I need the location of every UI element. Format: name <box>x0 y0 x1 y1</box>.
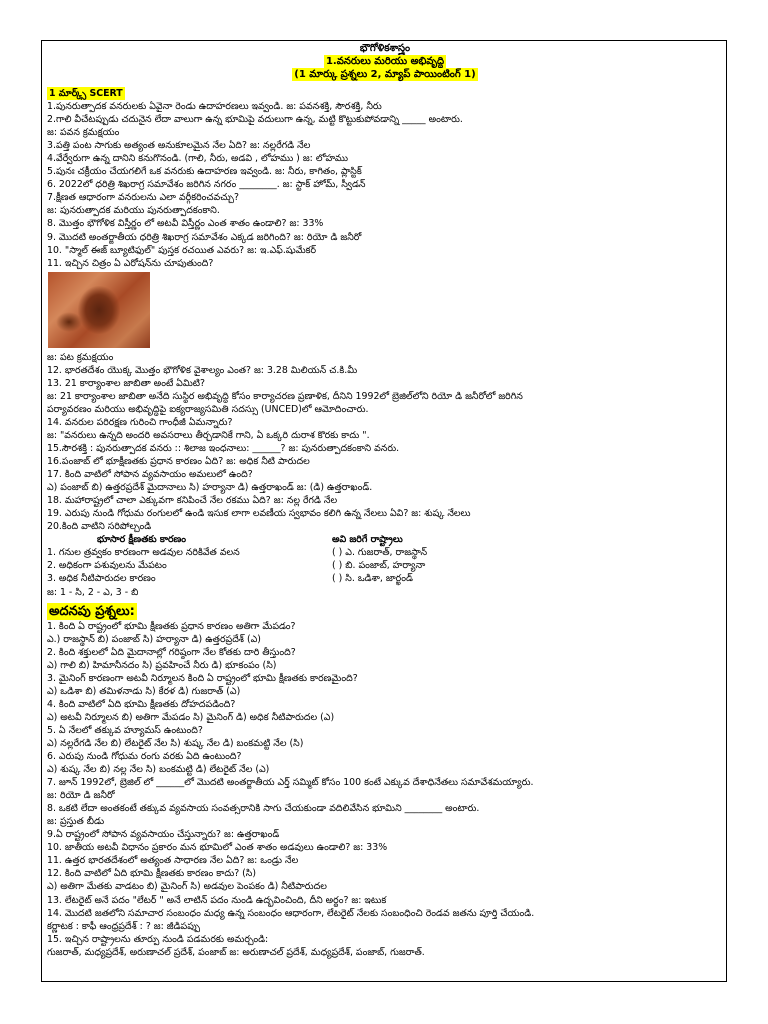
text-line: 6. 2022లో ధరిత్రి శిఖరాగ్ర సమావేశం జరిగిన నగరం ________. జ: స్టాక్ హోమ్, స్వీడన్ <box>47 179 366 191</box>
text-line: 6. ఎరుపు నుండి గోధుమ రంగు వరకు ఏది ఉంటుంది? <box>47 751 242 763</box>
match-row3-right: ( ) సి. ఒడిశా, జార్ఖండ్ <box>332 573 413 585</box>
text-line: కర్ణాటక : కాఫీ ఆంధ్రప్రదేశ్ : ? జ: జీడిపప్పు <box>47 920 201 932</box>
text-line: 5. ఏ నేలలో తక్కువ హ్యూమస్ ఉంటుంది? <box>47 724 203 736</box>
section1-label-text: 1 మార్క్స్ SCERT <box>49 88 123 99</box>
section1-questions-b <box>47 351 723 534</box>
text-line: జ: రియో డి జనీరో <box>47 790 115 802</box>
chapter-title-text: 1.వనరులు మరియు అభివృద్ధి <box>325 56 445 67</box>
text-line: 18. మహారాష్ట్రలో చాలా ఎక్కువగా కనిపించే నేల రకము ఏది? జ: నల్ల రేగడి నేల <box>47 495 338 507</box>
text-line: 5.పునః చక్రీయం చేయగలిగే ఒక వనరుకు ఉదాహరణ ఇవ్వండి. జ: నీరు, కాగితం, ప్లాస్టిక్ <box>47 166 362 178</box>
section2-title <box>47 603 723 620</box>
text-line: 9. మొదటి అంతర్జాతీయ ధరిత్రి శిఖరాగ్ర సమావేశం ఎక్కడ జరిగింది? జ: రియో డి జనీరో <box>47 231 362 243</box>
text-line: 15. ఇచ్చిన రాష్ట్రాలను తూర్పు నుండి పడమరకు అమర్చండి: <box>47 933 269 945</box>
text-line: 11. ఉత్తర భారతదేశంలో అత్యంత సాధారణ నేల ఏది? జ: ఒండ్రు నేల <box>47 855 299 867</box>
text-line: జ: ప్రస్తుత బీడు <box>47 816 105 828</box>
text-line: 16.పంజాబ్ లో భూక్షీణతకు ప్రధాన కారణం ఏది? జ: అధిక నీటి పారుదల <box>47 456 310 468</box>
text-line: 2. కింది శక్తులలో ఏది మైదానాల్లో గరిష్ఠంగా నేల కోతకు దారి తీస్తుంది? <box>47 646 296 658</box>
text-line: 13. లేటరైట్ అనే పదం "లేటర్ " అనే లాటిన్ పదం నుండి ఉద్భవించింది, దీని అర్థం? జ: ఇటుక <box>47 894 387 906</box>
marks-note <box>47 68 723 81</box>
match-row1-left: 1. గనుల త్రవ్వకం కారణంగా అడవుల నరికివేత వలన <box>47 547 240 559</box>
text-line: ఎ) ఒడిశా బి) తమిళనాడు సి) కేరళ డి) గుజరాత్ (ఎ) <box>47 685 241 697</box>
section1-questions-a <box>47 100 723 270</box>
text-line: 4. కింది వాటిలో ఏది భూమి క్షీణతకు దోహదపడింది? <box>47 698 236 710</box>
match-col2-header: అవి జరిగే రాష్ట్రాలు <box>332 534 403 546</box>
text-line: 20.కింది వాటిని సరిపోల్చండి <box>47 521 152 533</box>
text-line: 13. 21 కార్యాంశాల జాబితా అంటే ఏమిటి? <box>47 377 205 389</box>
text-line: గుజరాత్, మధ్యప్రదేశ్, అరుణాచల్ ప్రదేశ్, పంజాబ్ జ: అరుణాచల్ ప్రదేశ్, మధ్యప్రదేశ్, పంజాబ్, గుజరాత్. <box>47 946 425 958</box>
match-col1-header: భూసార క్షీణతకు కారణం <box>97 534 187 546</box>
marks-note-text: (1 మార్కు ప్రశ్నలు 2, మ్యాప్ పాయింటింగ్ 1) <box>294 69 476 80</box>
section2 <box>47 603 723 959</box>
text-line: ఎ) శుష్క నేల బి) నల్ల నేల సి) బంకమట్టి డి) లేటరైట్ నేల (ఎ) <box>47 764 270 776</box>
text-line: ఎ) అతిగా మేతకు వాడటం బి) మైనింగ్ సి) అడవుల పెంపకం డి) నీటిపారుదల <box>47 881 327 893</box>
text-line: 1.పునరుత్పాదక వనరులకు ఏవైనా రెండు ఉదాహరణలు ఇవ్వండి. జ: పవనశక్తి, సౌరశక్తి, నీరు <box>47 101 382 113</box>
text-line: 10. "స్మాల్ ఈజ్ బ్యూటిఫుల్" పుస్తక రచయిత ఎవరు? జ: ఇ.ఎఫ్.షుమేకర్ <box>47 244 317 256</box>
text-line: జ: 21 కార్యాంశాల జాబితా అనేది సుస్థిర అభివృద్ధి కోసం కార్యాచరణ ప్రణాళిక, దీనిని 1992లో బ్రెజిల్‌లోని రియో డి జనీరోలో జరిగిన <box>47 390 523 402</box>
text-line: 14. మొదటి జతలోని సమాచార సంబంధం మధ్య ఉన్న సంబంధం ఆధారంగా, లేటరైట్ నేలకు సంబంధించి రెండవ జతను పూర్తి చేయండి. <box>47 907 535 919</box>
text-line: 3. మైనింగ్ కారణంగా అటవీ నిర్మూలన కింది ఏ రాష్ట్రంలో భూమి క్షీణతకు కారణమైంది? <box>47 672 358 684</box>
text-line: 14. వనరుల పరిరక్షణ గురించి గాంధీజీ ఏమన్నారు? <box>47 416 233 428</box>
match-row2-left: 2. అధికంగా పశువులను మేపటం <box>47 560 167 572</box>
text-line: 2.గాలి వీచేటప్పుడు చదునైన లేదా వాలుగా ఉన్న భూమిపై వదులుగా ఉన్న, మట్టి కొట్టుకుపోవడాన్ని _____ అంటారు. <box>47 114 463 126</box>
text-line: ఎ) పంజాబ్ బి) ఉత్తరప్రదేశ్ మైదానాలు సి) హర్యానా డి) ఉత్తరాఖండ్ జ: (డి) ఉత్తరాఖండ్. <box>47 482 373 494</box>
chapter-title <box>47 55 723 68</box>
text-line: జ: "వనరులు ఉన్నది అందరి అవసరాలు తీర్చడానికే గాని, ఏ ఒక్కరి దురాశ కొరకు కాదు ". <box>47 429 370 441</box>
text-line: 8. ఒకటి లేదా అంతకంటే తక్కువ వ్యవసాయ సంవత్సరానికి సాగు చేయకుండా వదిలివేసిన భూమిని ________ అంటారు. <box>47 803 480 815</box>
text-line: 12. కింది వాటిలో ఏది భూమి క్షీణతకు కారణం కాదు? (సి) <box>47 868 257 880</box>
text-line: 17. కింది వాటిలో సోపాన వ్యవసాయం అమలులో ఉంది? <box>47 469 253 481</box>
text-line: 12. భారతదేశం యొక్క మొత్తం భౌగోళిక వైశాల్యం ఎంత? జ: 3.28 మిలియన్ చ.కి.మీ <box>47 364 358 376</box>
text-line: 1. కింది ఏ రాష్ట్రంలో భూమి క్షీణతకు ప్రధాన కారణం అతిగా మేపడం? <box>47 620 296 632</box>
text-line: జ: పట క్రమక్షయం <box>47 351 114 363</box>
text-line: జ: పవన క్రమక్షయం <box>47 127 120 139</box>
text-line: 11. ఇచ్చిన చిత్రం ఏ ఎరోషన్‌ను చూపుతుంది? <box>47 257 214 269</box>
section1-label <box>47 87 723 100</box>
text-line: 10. జాతీయ అటవీ విధానం ప్రకారం మన భూమిలో ఎంత శాతం అడవులు ఉండాలి? జ: 33% <box>47 842 388 854</box>
text-line: ఎ) అటవీ నిర్మూలన బి) అతిగా మేపడం సి) మైనింగ్ డి) అధిక నీటిపారుదల (ఎ) <box>47 711 335 723</box>
text-line: 8. మొత్తం భౌగోళిక విస్తీర్ణం లో అటవీ విస్తీర్ణం ఎంత శాతం ఉండాలి? జ: 33% <box>47 218 324 230</box>
section2-questions <box>47 620 723 959</box>
text-line: ఎ) నల్లరేగడి నేల బి) లేటరైట్ నేల సి) శుష్క నేల డి) బంకమట్టి నేల (సి) <box>47 737 304 749</box>
text-line: ఎ.) రాజస్థాన్ బి) పంజాబ్ సి) హర్యానా డి) ఉత్తరప్రదేశ్ (ఎ) <box>47 633 261 645</box>
text-line: 3.పత్తి పంట సాగుకు అత్యంత అనుకూలమైన నేల ఏది? జ: నల్లరేగడి నేల <box>47 140 311 152</box>
section2-title-text: అదనపు ప్రశ్నలు: <box>49 603 135 619</box>
text-line: 19. ఎరుపు నుండి గోధుమ రంగులలో ఉండి ఇసుక లాగా లవణీయ స్వభావం కలిగి ఉన్న నేలలు ఏవి? జ: శుష్క నేలలు <box>47 508 471 520</box>
text-line: 7.క్షీణత ఆధారంగా వనరులను ఎలా వర్గీకరించవచ్చు? <box>47 192 239 204</box>
text-line: 9.ఏ రాష్ట్రంలో సోపాన వ్యవసాయం చేస్తున్నారు? జ: ఉత్తరాఖండ్ <box>47 829 280 841</box>
match-row2-right: ( ) బి. పంజాబ్, హర్యానా <box>332 560 426 572</box>
match-row3-left: 3. అధిక నీటిపారుదల కారణం <box>47 573 156 585</box>
match-row1-right: ( ) ఎ. గుజరాత్, రాజస్థాన్ <box>332 547 428 559</box>
match-table <box>47 533 723 585</box>
text-line: 4.వేర్వేరుగా ఉన్న దానిని కనుగొనండి. (గాలి, నీరు, అడవి , లోహము ) జ: లోహము <box>47 153 349 165</box>
text-line: పర్యావరణం మరియు అభివృద్ధిపై ఐక్యరాజ్యసమితి సదస్సు (UNCED)లో ఆమోదించారు. <box>47 403 369 415</box>
text-line: 15.సౌరశక్తి : పునరుత్పాదక వనరు :: శిలాజ ఇంధనాలు: ______? జ: పునరుత్పాదకంకాని వనరు. <box>47 442 400 454</box>
match-answer: జ: 1 - సి, 2 - ఎ, 3 - బి <box>47 586 139 598</box>
text-line: ఎ) గాలి బి) హిమానీనదం సి) ప్రవహించే నీరు డి) భూకంపం (సి) <box>47 659 277 671</box>
text-line: జ: పునరుత్పాదక మరియు పునరుత్పాదకంకాని. <box>47 205 220 217</box>
text-line: 7. జూన్ 1992లో, బ్రెజిల్ లో ______లో మొదటి అంతర్జాతీయ ఎర్త్ సమ్మిట్ కోసం 100 కంటే ఎక్కువ దేశాధినేతలు సమావేశమయ్యారు. <box>47 777 534 789</box>
subject-title: భౌగోళికశాస్త్రం <box>359 43 411 54</box>
document-body <box>47 42 723 959</box>
erosion-photo <box>48 272 150 348</box>
